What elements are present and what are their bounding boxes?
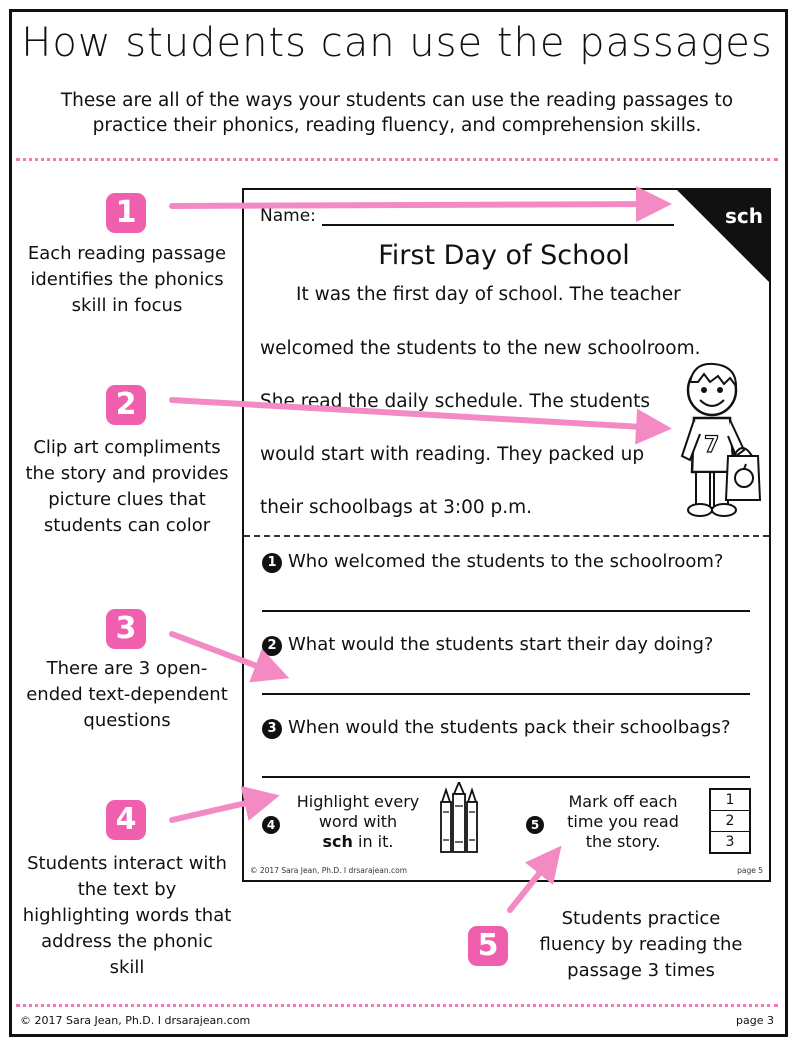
footer-page-number: page 3 (736, 1014, 774, 1027)
caption-5: Students practice fluency by reading the passage 3 times (539, 908, 743, 981)
badge-2: 2 (106, 385, 146, 425)
activity-5-line: the story. (585, 832, 661, 851)
read-count-box[interactable]: 2 (711, 811, 749, 832)
story-line: She read the daily schedule. The students (260, 391, 651, 412)
name-label: Name: (260, 206, 316, 226)
read-count-box[interactable]: 3 (725, 834, 735, 850)
caption-4: Students interact with the text by highlighting words that address the phonic skill (22, 853, 232, 978)
question-text: When would the students pack their schoolbags? (288, 717, 731, 738)
question-number: 2 (262, 636, 282, 656)
story-line: their schoolbags at 3:00 p.m. (260, 497, 533, 518)
activity-4-line: word with (318, 812, 398, 831)
badge-3: 3 (106, 609, 146, 649)
question-number: 1 (262, 553, 282, 573)
caption-2: Clip art compliments the story and provides picture clues that students can color (25, 437, 229, 536)
story-line: would start with reading. They packed up (260, 444, 645, 465)
caption-3: There are 3 open-ended text-dependent questions (26, 658, 228, 731)
skill-label: sch (725, 204, 763, 228)
read-count-box[interactable]: 1 (711, 790, 749, 811)
badge-4: 4 (106, 800, 146, 840)
worksheet-footer-copyright: © 2017 Sara Jean, Ph.D. I drsarajean.com (250, 866, 407, 875)
worksheet-page-number: page 5 (737, 866, 763, 875)
story-line: It was the first day of school. The teacher (296, 284, 681, 305)
activity-4-suffix: in it. (352, 832, 394, 851)
badge-5: 5 (468, 926, 508, 966)
arrow-2 (172, 400, 660, 428)
question-text: Who welcomed the students to the schoolroom? (288, 551, 724, 572)
dotted-divider-bottom (16, 1004, 778, 1007)
question-number: 3 (262, 719, 282, 739)
activity-4-line: Highlight every (296, 792, 420, 811)
clipart-number: 7 (704, 433, 720, 458)
story-line: welcomed the students to the new schoolroom. (260, 338, 701, 359)
page-title: How students can use the passages (21, 20, 773, 66)
footer-copyright: © 2017 Sara Jean, Ph.D. I drsarajean.com (20, 1014, 251, 1027)
activity-5-line: time you read (567, 812, 679, 831)
arrow-1 (172, 204, 660, 206)
page-subtitle: These are all of the ways your students can use the reading passages to practice their phonics, reading fluency, and comprehension skills. (60, 90, 734, 136)
badge-1: 1 (106, 193, 146, 233)
arrow-3 (172, 634, 278, 674)
question-text: What would the students start their day doing? (288, 634, 714, 655)
story-title: First Day of School (378, 240, 630, 271)
arrow-5 (510, 855, 554, 910)
arrow-4 (172, 798, 268, 820)
caption-1: Each reading passage identifies the phonics skill in focus (27, 243, 227, 316)
activity-5-line: Mark off each (568, 792, 678, 811)
activity-4-number: 4 (262, 816, 280, 834)
skill-word: sch (322, 832, 353, 851)
activity-5-number: 5 (526, 816, 544, 834)
